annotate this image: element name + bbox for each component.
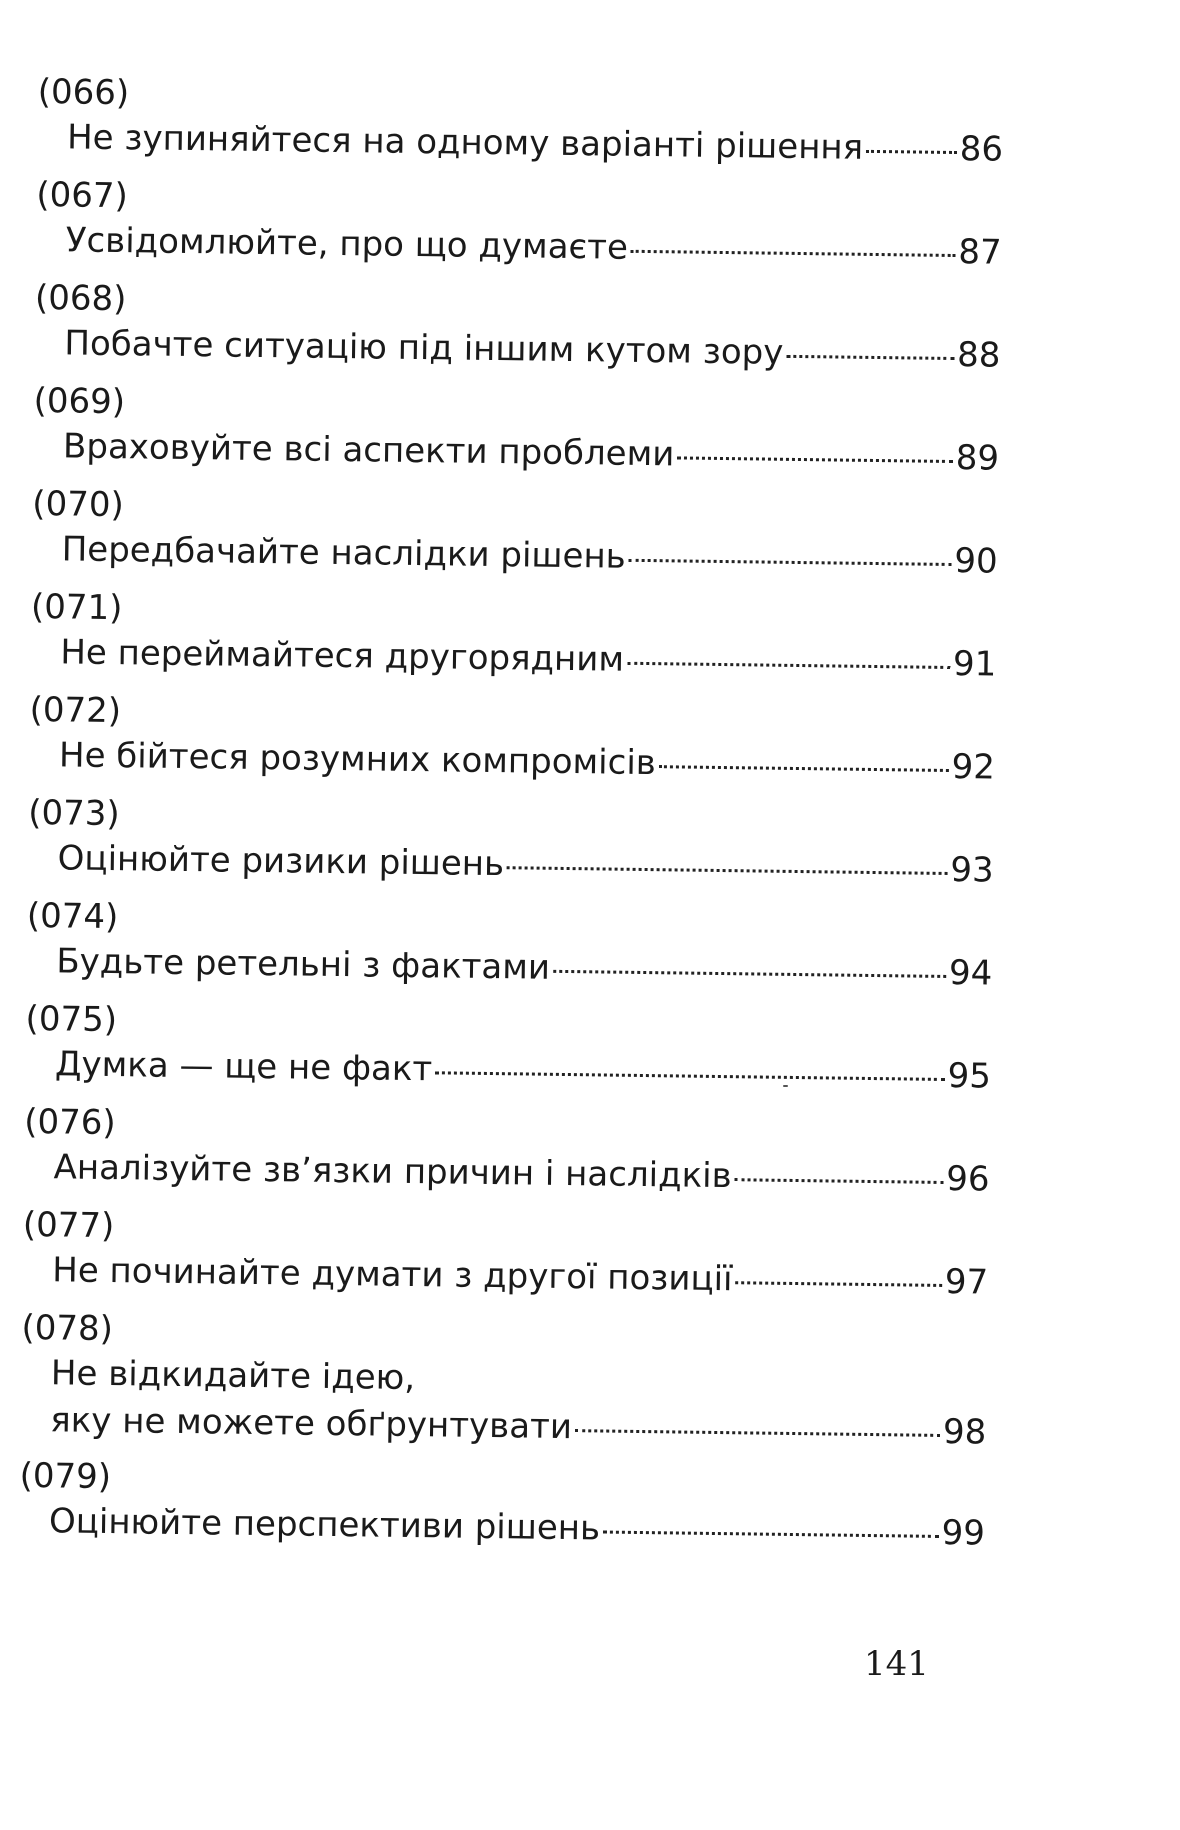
scan-speck <box>783 1085 788 1087</box>
entry-page: 97 <box>944 1261 989 1303</box>
toc-entry <box>22 1203 989 1319</box>
toc-entry <box>20 1306 988 1467</box>
entry-page: 98 <box>942 1411 987 1453</box>
entry-title: Не переймайтеся другорядним <box>60 632 625 680</box>
dot-leader <box>659 765 949 772</box>
entry-page: 88 <box>956 335 1001 376</box>
dot-leader <box>735 1178 944 1184</box>
entry-number: (076) <box>23 1101 116 1144</box>
dot-leader <box>677 456 952 463</box>
page-number: 141 <box>864 1644 929 1684</box>
toc-entry <box>27 791 994 907</box>
entry-number: (070) <box>32 483 125 526</box>
entry-title-line1: Не відкидайте ідею, <box>50 1353 416 1399</box>
entry-number: (078) <box>21 1307 114 1350</box>
entry-title: Будьте ретельні з фактами <box>56 941 551 988</box>
entry-number: (077) <box>22 1204 115 1247</box>
entry-page: 91 <box>952 644 997 685</box>
entry-page: 92 <box>951 747 996 788</box>
dot-leader <box>735 1281 941 1287</box>
entry-number: (073) <box>28 792 120 835</box>
toc-entry <box>33 379 1000 495</box>
entry-title: Усвідомлюйте, про що думаєте <box>65 220 629 268</box>
entry-page: 99 <box>941 1512 986 1554</box>
dot-leader <box>629 559 952 566</box>
entry-number: (074) <box>26 895 119 938</box>
entry-page: 93 <box>950 850 994 891</box>
entry-number: (067) <box>36 174 129 217</box>
dot-leader <box>866 150 957 154</box>
toc-entry <box>19 1454 986 1570</box>
entry-number: (069) <box>33 380 126 423</box>
dot-leader <box>786 355 954 360</box>
entry-title: Оцінюйте ризики рішень <box>57 838 505 885</box>
dot-leader <box>575 1429 940 1437</box>
entry-title: Враховуйте всі аспекти проблеми <box>62 426 675 475</box>
entry-title-line2: яку не можете обґрунтувати <box>50 1400 573 1448</box>
entry-page: 87 <box>958 232 1002 273</box>
entry-title: Побачте ситуацію під іншим кутом зору <box>64 323 784 373</box>
entry-number: (068) <box>34 277 127 320</box>
entry-title: Передбачайте наслідки рішень <box>61 529 627 577</box>
dot-leader <box>603 1531 939 1538</box>
entry-page: 94 <box>948 953 993 994</box>
dot-leader <box>631 250 956 257</box>
entry-number: (072) <box>29 689 122 732</box>
entry-title: Аналізуйте зв’язки причин і наслідків <box>53 1147 732 1197</box>
toc-entry <box>31 482 998 598</box>
entry-page: 89 <box>955 438 1000 479</box>
entry-number: (075) <box>25 998 118 1041</box>
entry-page: 96 <box>946 1158 990 1200</box>
toc-entry <box>37 70 1004 186</box>
dot-leader <box>435 1071 944 1081</box>
entry-page: 86 <box>959 129 1004 170</box>
entry-page: 90 <box>954 541 998 582</box>
table-of-contents <box>19 70 1004 1570</box>
entry-number: (071) <box>30 586 123 629</box>
entry-title: Не починайте думати з другої позиції <box>52 1250 733 1300</box>
entry-title: Оцінюйте перспективи рішень <box>48 1501 601 1549</box>
dot-leader <box>627 662 950 669</box>
toc-entry <box>29 688 996 804</box>
toc-entry <box>23 1100 990 1216</box>
toc-entry <box>34 276 1001 392</box>
toc-entry <box>25 997 992 1113</box>
toc-entry <box>30 585 997 701</box>
entry-title: Не бійтеся розумних компромісів <box>58 735 657 784</box>
toc-entry <box>26 894 993 1010</box>
dot-leader <box>507 866 947 875</box>
dot-leader <box>553 970 946 978</box>
entry-title: Думка — ще не факт <box>54 1044 433 1090</box>
toc-entry <box>35 173 1002 289</box>
entry-number: (079) <box>19 1455 112 1498</box>
entry-number: (066) <box>37 71 130 114</box>
entry-page: 95 <box>947 1055 992 1097</box>
entry-title: Не зупиняйтеся на одному варіанті рішення <box>66 117 864 168</box>
